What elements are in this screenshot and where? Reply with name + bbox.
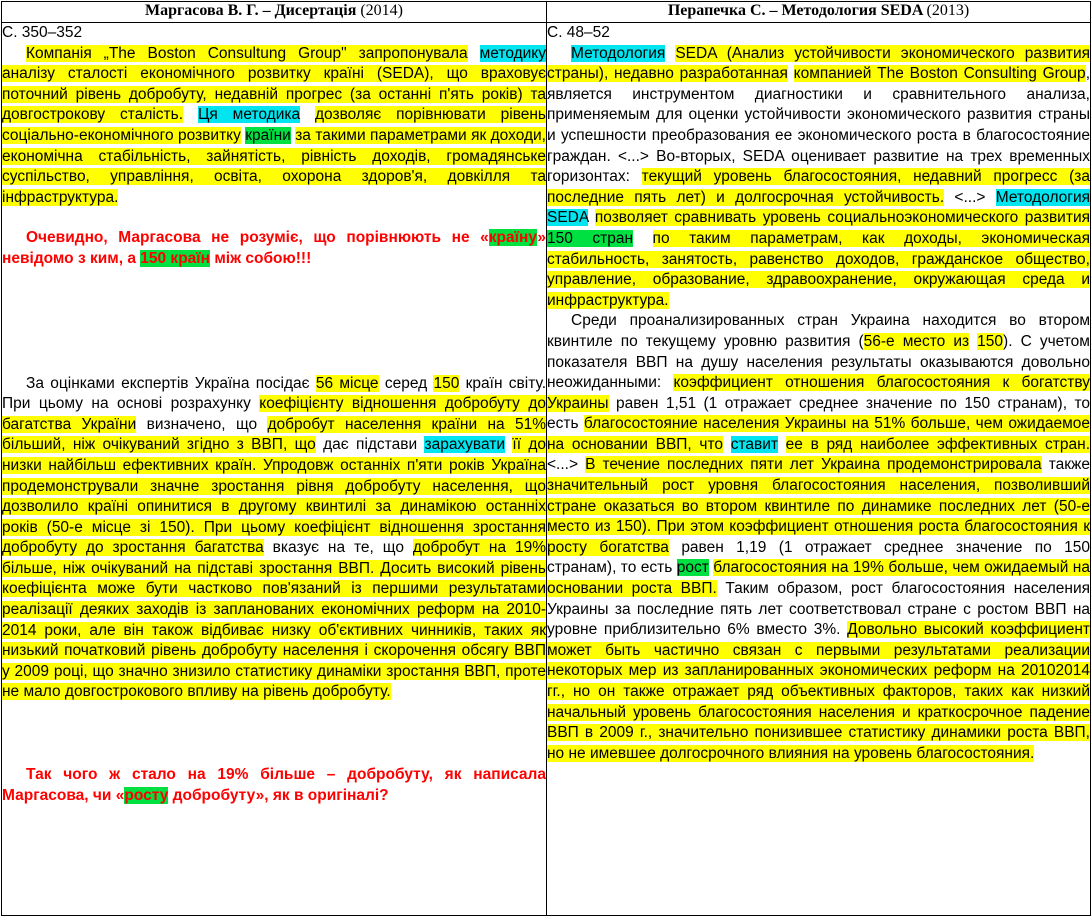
left-header-author: Маргасова В. Г. – Дисертація bbox=[145, 2, 357, 19]
text-fragment: значительный рост уровня благосостояния населения, позволивший стране оказаться во втором квинтиле по динамике последних лет (50-е место из 150). При этом коэффициент отношения роста благосостояния к росту богатства bbox=[547, 477, 1090, 556]
text-fragment: Так чого ж стало на 19% більше – добробуту, як написала Маргасова, чи « bbox=[2, 766, 546, 804]
left-column-header bbox=[2, 2, 547, 23]
text-fragment: SEDA (Анализ устойчивости экономического развития страны), недавно разработанная bbox=[547, 44, 1090, 83]
text-fragment: ее в ряд наиболее эффективных стран. bbox=[785, 435, 1091, 453]
text-fragment: країну bbox=[488, 229, 538, 247]
body-row bbox=[2, 23, 1091, 916]
text-fragment: поточний рівень добробуту, недавній прогрес (за останні п'ять років) та довгострокову сталість. bbox=[2, 85, 546, 124]
right-header-author: Перапечка С. – Методология SEDA bbox=[667, 2, 923, 19]
text-fragment: 150 bbox=[433, 374, 460, 392]
comparison-table bbox=[1, 1, 1091, 916]
text-fragment: также bbox=[1048, 456, 1091, 474]
text-fragment: серед bbox=[384, 374, 428, 392]
text-fragment: 150 стран bbox=[547, 229, 634, 247]
text-fragment: аналізу сталості економічного розвитку країні (SEDA), що враховує bbox=[2, 65, 546, 83]
text-fragment: країн світу. При цьому на основі розрахунку bbox=[2, 374, 547, 413]
text-fragment: Компанія „The Boston Consultung Group" запропонувала bbox=[26, 44, 468, 62]
text-fragment: Среди проанализированных стран Украина находится во втором квинтиле по текущему уровню развития ( bbox=[547, 312, 1090, 350]
text-fragment: по таким параметрам, как доходы, экономическая стабильность, занятость, равенство доходов, гражданское общество, управление, образование, здравоохранение, окружающая среда и инфраструктура. bbox=[547, 229, 1090, 309]
text-fragment: <...> bbox=[954, 188, 986, 206]
text-fragment: 150 країн bbox=[140, 249, 211, 267]
left-paragraph-2 bbox=[2, 374, 546, 704]
text-fragment: вказує на те, що bbox=[272, 539, 404, 557]
text-fragment: Ця методика bbox=[197, 106, 301, 124]
left-column bbox=[2, 23, 547, 916]
text-fragment: її до низки найбільш ефективних країн. Упродовж останніх п'яти років Україна продемонстрували значне зростання рівня добробуту населення, що дозволило країні опинитися в другому квинтилі за динамікою останніх років (50-е місце зі 150). При цьому коефіцієнт відношення зростання добробуту до зростання багатства bbox=[2, 436, 547, 557]
text-fragment: зарахувати bbox=[424, 436, 506, 454]
left-comment-1 bbox=[2, 228, 546, 269]
spacer bbox=[2, 208, 546, 228]
text-fragment: дозволяє порівнювати рівень соціально-економічного розвитку bbox=[2, 106, 547, 144]
header-row bbox=[2, 2, 1091, 23]
text-fragment: Довольно высокий коэффициент может быть частично связан с первыми результатами реализации некоторых мер из запланированных экономических реформ на 20102014 гг., но он также отражает ряд объективных факторов, таких как низкий начальный уровень благосостояния населения и краткосрочное падение ВВП в 2009 г., значительно понизившее статистику динамики роста ВВП, но не имевшее долгосрочного влияния на уровень благосостояния. bbox=[547, 621, 1090, 762]
text-fragment: Методология SEDA bbox=[547, 188, 1090, 227]
right-column-header bbox=[547, 2, 1091, 23]
text-fragment: ставит bbox=[730, 435, 778, 453]
text-fragment: дає підстави bbox=[323, 436, 418, 454]
left-comment-2 bbox=[2, 765, 546, 806]
text-fragment: коефіцієнту відношення добробуту до багатства України bbox=[2, 395, 547, 433]
text-fragment: методику bbox=[479, 44, 547, 62]
text-fragment: 150 bbox=[977, 332, 1004, 350]
text-fragment: 56 місце bbox=[315, 374, 379, 392]
text-fragment: добробут населення країни на 51% більший, ніж очікуваний згідно з ВВП, що bbox=[2, 415, 546, 454]
text-fragment: текущий уровень благосостояния, недавний прогресс (за последние пять лет) и долгосрочная устойчивость. bbox=[547, 168, 1091, 206]
text-fragment: росту bbox=[124, 786, 169, 804]
right-column bbox=[547, 23, 1091, 916]
text-fragment: Очевидно, Маргасова не розуміє, що порівнюють не « bbox=[26, 229, 489, 247]
right-header-year: (2013) bbox=[926, 2, 970, 19]
text-fragment: , является инструментом диагностики и сравнительного анализа, применяемым для оценки устойчивости экономического развития страны и успешности преобразования ее экономического роста в благосостояние граждан. <...> Во-вторых, SEDA оценивает развитие на трех временных горизонтах: bbox=[547, 65, 1090, 186]
text-fragment: <...> bbox=[547, 456, 579, 474]
spacer bbox=[2, 703, 546, 765]
text-fragment: благосостояние населения Украины на 51% больше, чем ожидаемое на основании ВВП, что bbox=[547, 415, 1091, 453]
text-fragment: компанией The Boston Consulting Group bbox=[793, 65, 1086, 83]
text-fragment: визначено, що bbox=[146, 415, 258, 433]
text-fragment: равен 1,51 (1 отражает среднее значение по 150 странам), то есть bbox=[547, 394, 1090, 433]
text-fragment: добробут на 19% більше, ніж очікуваний на підставі зростання ВВП. Досить високий рівень коефіцієнта може бути частково пов'язаний із першими результатами реалізації деяких заходів із запланованих економічних реформ на 2010-2014 роки, але він також відбиває низку об'єктивних чинників, таких як низький початковий рівень добробуту населення і скорочення обсягу ВВП у 2009 році, що значно знизило статистику динаміки зростання ВВП, проте не мало довгострокового впливу на рівень добробуту. bbox=[2, 539, 546, 701]
spacer bbox=[2, 270, 546, 374]
text-fragment: добробуту», як в оригіналі? bbox=[172, 786, 389, 804]
text-fragment: позволяет сравнивать уровень социальноэкономического развития bbox=[594, 209, 1090, 227]
text-fragment: равен 1,19 (1 отражает среднее значение по 150 странам), то есть bbox=[547, 538, 1090, 577]
right-paragraph-1 bbox=[547, 44, 1090, 312]
text-fragment: За оцінками експертів Україна посідає bbox=[26, 374, 310, 392]
text-fragment: Методология bbox=[571, 44, 666, 62]
right-pages: С. 48–52 bbox=[547, 24, 610, 41]
left-header-year: (2014) bbox=[360, 2, 403, 19]
text-fragment: благосостояния на 19% больше, чем ожидаемый на основании роста ВВП. bbox=[547, 559, 1090, 598]
right-paragraph-2 bbox=[547, 311, 1090, 764]
text-fragment: країни bbox=[245, 126, 291, 144]
left-pages: С. 350–352 bbox=[2, 24, 83, 41]
text-fragment: » невідомо з ким, а bbox=[2, 229, 546, 267]
text-fragment: В течение последних пяти лет Украина продемонстрировала bbox=[585, 456, 1042, 474]
left-paragraph-1 bbox=[2, 44, 546, 209]
text-fragment: рост bbox=[676, 559, 709, 577]
text-fragment: коэффициент отношения благосостояния к богатству Украины bbox=[547, 374, 1090, 412]
text-fragment: 56-е место из bbox=[863, 332, 970, 350]
text-fragment: за такими параметрами як доходи, економічна стабільність, зайнятість, рівність доходів, громадянське суспільство, управління, освіта, охорона здоров'я, довкілля та інфраструктура. bbox=[2, 126, 546, 206]
text-fragment: ). С учетом показателя ВВП на душу населения результаты оказываются довольно неожиданными: bbox=[547, 332, 1090, 392]
text-fragment: Таким образом, рост благосостояния населения Украины за последние пять лет соответствовал стране с ростом ВВП на уровне приблизительно 6% вместо 3%. bbox=[547, 580, 1091, 639]
text-fragment: між собою!!! bbox=[214, 249, 312, 267]
